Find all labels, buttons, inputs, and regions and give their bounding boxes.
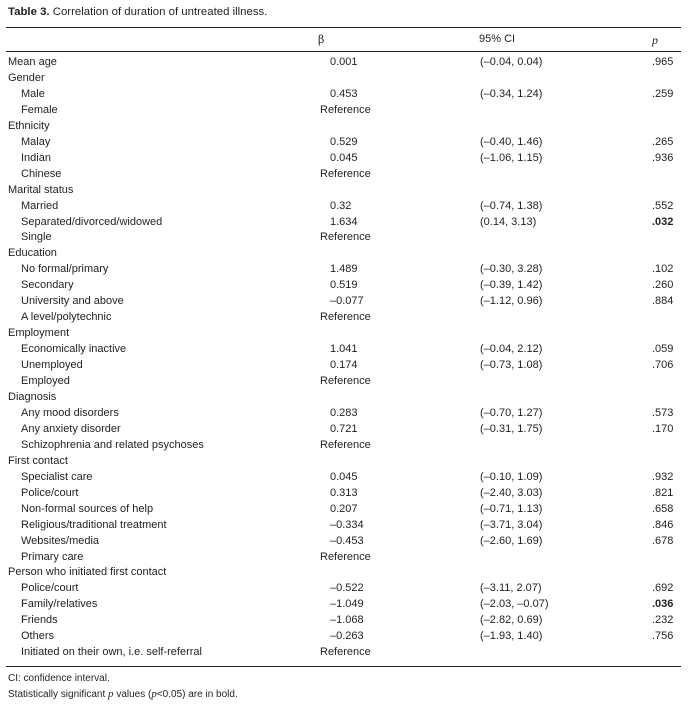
table-row — [0, 231, 688, 247]
table-row — [0, 295, 688, 311]
row-beta: Reference — [320, 438, 371, 451]
row-label: Others — [21, 630, 55, 643]
row-label: Gender — [8, 72, 45, 84]
table-row — [0, 582, 688, 598]
row-p-value: .932 — [652, 470, 674, 483]
header-rule — [6, 51, 681, 52]
row-label: Non-formal sources of help — [21, 502, 154, 515]
row-ci: (–3.71, 3.04) — [480, 518, 543, 531]
table-row — [0, 535, 688, 551]
row-label: Websites/media — [21, 534, 100, 547]
row-label: Chinese — [21, 167, 62, 180]
row-p-value: .706 — [652, 359, 674, 372]
table-group-row — [0, 455, 688, 471]
table-row — [0, 423, 688, 439]
row-label: Education — [8, 247, 57, 260]
row-beta: Reference — [320, 103, 371, 116]
table-row — [0, 551, 688, 567]
footnote-text-2: values ( — [113, 689, 152, 700]
row-p-value: .036 — [652, 598, 674, 611]
row-ci: (–2.40, 3.03) — [480, 486, 543, 499]
row-label: Any mood disorders — [21, 406, 119, 419]
row-p-value: .232 — [652, 614, 674, 627]
row-ci: (–2.60, 1.69) — [480, 534, 543, 547]
row-beta: 0.313 — [330, 486, 358, 499]
row-label: Single — [21, 231, 52, 244]
table-group-row — [0, 184, 688, 200]
row-p-value: .573 — [652, 406, 674, 419]
row-beta: 1.041 — [330, 343, 358, 356]
table-row — [0, 375, 688, 391]
row-beta: Reference — [320, 375, 371, 387]
row-beta: –0.453 — [330, 534, 364, 547]
row-beta: 1.634 — [330, 215, 358, 228]
table-row — [0, 646, 688, 662]
row-p-value: .846 — [652, 518, 674, 531]
row-label: Unemployed — [21, 359, 83, 372]
row-beta: 0.045 — [330, 470, 358, 483]
table-row — [0, 88, 688, 104]
row-label: Religious/traditional treatment — [21, 518, 167, 531]
table-group-row — [0, 72, 688, 88]
row-p-value: .032 — [652, 215, 674, 228]
row-beta: –1.068 — [330, 614, 364, 627]
row-label: Malay — [21, 135, 51, 148]
table-group-row — [0, 327, 688, 343]
row-label: University and above — [21, 295, 124, 308]
table-row — [0, 279, 688, 295]
row-p-value: .259 — [652, 87, 674, 100]
row-p-value: .059 — [652, 343, 674, 356]
table-row — [0, 104, 688, 120]
row-ci: (–2.03, –0.07) — [480, 598, 549, 611]
table-group-row — [0, 566, 688, 582]
row-beta: 0.519 — [330, 279, 358, 292]
row-ci: (–1.06, 1.15) — [480, 151, 543, 164]
footnote-p-symbol: p — [108, 688, 114, 700]
row-beta: Reference — [320, 646, 371, 659]
table-title: Correlation of duration of untreated illness. — [52, 6, 268, 18]
header-beta: β — [318, 33, 325, 46]
row-beta: 0.045 — [330, 151, 358, 164]
table-row — [0, 343, 688, 359]
table-row — [0, 598, 688, 614]
row-label: Marital status — [8, 183, 74, 196]
row-p-value: .821 — [652, 486, 674, 499]
row-ci: (–0.10, 1.09) — [480, 470, 543, 483]
row-beta: 0.529 — [330, 135, 358, 148]
row-beta: –1.049 — [330, 598, 364, 611]
row-label: Schizophrenia and related psychoses — [21, 438, 204, 451]
table-row — [0, 216, 688, 232]
row-beta: –0.263 — [330, 630, 364, 643]
row-beta: Reference — [320, 311, 371, 324]
row-label: First contact — [8, 454, 68, 467]
row-label: Initiated on their own, i.e. self-referral — [21, 646, 202, 659]
row-label: Secondary — [21, 279, 74, 292]
table-row — [0, 359, 688, 375]
row-beta: 1.489 — [330, 263, 358, 276]
row-beta: –0.077 — [330, 295, 364, 308]
row-beta: 0.721 — [330, 422, 358, 435]
row-beta: Reference — [320, 550, 371, 563]
row-p-value: .265 — [652, 135, 674, 148]
table-row — [0, 630, 688, 646]
table-row — [0, 152, 688, 168]
table-row — [0, 263, 688, 279]
row-beta: Reference — [320, 231, 371, 244]
table-row — [0, 407, 688, 423]
row-label: Police/court — [21, 486, 79, 499]
row-ci: (–0.34, 1.24) — [480, 87, 543, 100]
row-ci: (–0.73, 1.08) — [480, 359, 543, 372]
table-row — [0, 471, 688, 487]
row-label: Diagnosis — [8, 390, 57, 403]
footnote-text-1: Statistically significant — [8, 689, 109, 700]
footnote-text-3: <0.05) are in bold. — [156, 689, 238, 700]
row-p-value: .936 — [652, 151, 674, 164]
row-label: Mean age — [8, 56, 57, 68]
row-label: Friends — [21, 614, 58, 627]
row-p-value: .260 — [652, 279, 674, 292]
row-label: Person who initiated first contact — [8, 566, 167, 579]
table-group-row — [0, 56, 688, 72]
row-beta: –0.522 — [330, 582, 364, 595]
row-label: Separated/divorced/widowed — [21, 215, 163, 228]
table-row — [0, 136, 688, 152]
bottom-rule — [6, 666, 681, 667]
row-p-value: .678 — [652, 534, 674, 547]
header-p: p — [652, 33, 658, 47]
row-label: Primary care — [21, 550, 84, 563]
row-ci: (–0.40, 1.46) — [480, 135, 543, 148]
row-beta: 0.174 — [330, 359, 358, 372]
row-ci: (–1.12, 0.96) — [480, 295, 543, 308]
row-label: Economically inactive — [21, 343, 127, 356]
row-label: Ethnicity — [8, 119, 50, 132]
footnote-p-symbol: p — [151, 688, 157, 700]
top-rule — [6, 27, 681, 28]
row-label: Specialist care — [21, 470, 93, 483]
footnote-ci: CI: confidence interval. — [8, 673, 110, 684]
row-label: Female — [21, 103, 58, 116]
row-ci: (–0.39, 1.42) — [480, 279, 543, 292]
row-label: Police/court — [21, 582, 79, 595]
row-p-value: .756 — [652, 630, 674, 643]
table-row — [0, 519, 688, 535]
row-ci: (–3.11, 2.07) — [480, 582, 542, 595]
row-label: Employed — [21, 375, 70, 387]
row-p-value: .658 — [652, 502, 674, 515]
row-ci: (–0.31, 1.75) — [480, 422, 543, 435]
row-label: A level/polytechnic — [21, 311, 112, 324]
row-ci: (–0.74, 1.38) — [480, 199, 543, 212]
header-ci: 95% CI — [479, 33, 516, 45]
row-beta: 0.207 — [330, 502, 358, 515]
row-beta: 0.283 — [330, 406, 358, 419]
row-label: Family/relatives — [21, 598, 98, 611]
row-ci: (0.14, 3.13) — [480, 215, 537, 228]
row-ci: (–2.82, 0.69) — [480, 614, 543, 627]
row-beta: 0.32 — [330, 199, 352, 212]
table-group-row — [0, 247, 688, 263]
row-p-value: .102 — [652, 263, 674, 276]
table-row — [0, 439, 688, 455]
row-ci: (–0.30, 3.28) — [480, 263, 543, 276]
row-p-value: .965 — [652, 56, 674, 68]
row-label: Indian — [21, 151, 51, 164]
table-row — [0, 503, 688, 519]
row-label: Male — [21, 87, 45, 100]
row-ci: (–1.93, 1.40) — [480, 630, 543, 643]
table-group-row — [0, 391, 688, 407]
row-ci: (–0.70, 1.27) — [480, 406, 543, 419]
row-p-value: .170 — [652, 422, 674, 435]
row-beta: 0.453 — [330, 87, 358, 100]
row-label: Married — [21, 199, 59, 212]
row-ci: (–0.71, 1.13) — [480, 502, 543, 515]
row-ci: (–0.04, 0.04) — [480, 56, 543, 68]
row-p-value: .884 — [652, 295, 674, 308]
row-label: Any anxiety disorder — [21, 422, 121, 435]
table-group-row — [0, 120, 688, 136]
row-ci: (–0.04, 2.12) — [480, 343, 543, 356]
row-p-value: .552 — [652, 199, 674, 212]
table-row — [0, 168, 688, 184]
table-row — [0, 311, 688, 327]
table-row — [0, 200, 688, 216]
row-label: No formal/primary — [21, 263, 109, 276]
row-beta: 0.001 — [330, 56, 358, 68]
row-beta: –0.334 — [330, 518, 364, 531]
table-row — [0, 487, 688, 503]
table-row — [0, 614, 688, 630]
row-p-value: .692 — [652, 582, 674, 595]
table-caption — [8, 6, 267, 18]
footnote-significance — [8, 688, 238, 700]
row-beta: Reference — [320, 167, 371, 180]
row-label: Employment — [8, 327, 70, 340]
table-number: Table 3. — [8, 6, 50, 18]
